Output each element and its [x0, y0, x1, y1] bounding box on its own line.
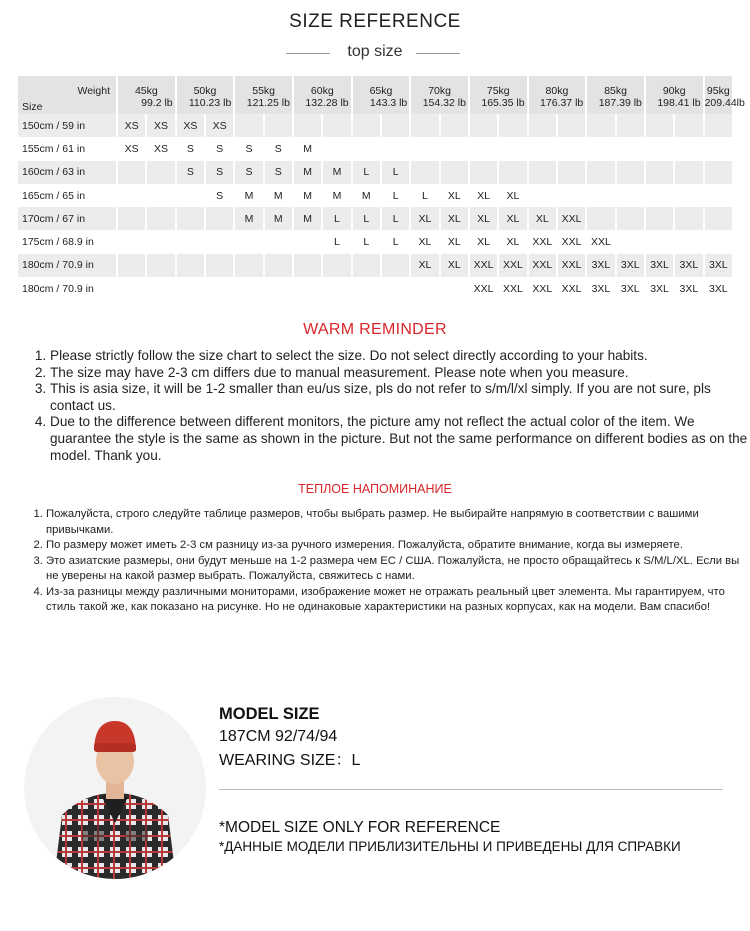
size-cell — [617, 230, 644, 253]
size-cell: XXL — [470, 254, 497, 277]
size-cell — [353, 137, 380, 160]
model-illustration-icon — [24, 697, 206, 879]
reminder-item-ru: 4. Из-за разницы между различными мониторами, изображение может не отражать реальный цвет элемента. Мы гарантируем, что стиль такой же, как показано на рисунке. Но не одинаковые характеристики на разных корпусах, как на модели. Вам спасибо! — [46, 585, 746, 616]
size-cell: XS — [177, 114, 204, 137]
size-cell: L — [382, 184, 409, 207]
size-cell — [353, 277, 380, 300]
model-note-ru: *ДАННЫЕ МОДЕЛИ ПРИБЛИЗИТЕЛЬНЫ И ПРИВЕДЕНЫ ДЛЯ СПРАВКИ — [219, 839, 681, 854]
size-cell — [235, 114, 262, 137]
size-cell: XL — [441, 207, 468, 230]
size-cell — [294, 254, 321, 277]
size-cell — [411, 161, 438, 184]
weight-lb: 110.23 lb — [188, 97, 232, 109]
size-cell: XS — [118, 114, 145, 137]
weight-kg: 90kg — [662, 85, 686, 97]
model-wearing-size: WEARING SIZE：L — [219, 752, 361, 769]
reminder-item: 4. Due to the difference between different monitors, the picture amy not reflect the actual color of the item. We guarantee the style is the same as shown in the picture. But not the same performance on different bodies as on the model. Thank you. — [50, 414, 750, 464]
size-cell: XL — [499, 230, 526, 253]
size-cell: XXL — [529, 277, 556, 300]
size-cell — [705, 114, 732, 137]
size-cell — [235, 230, 262, 253]
size-cell — [147, 230, 174, 253]
size-cell: M — [265, 184, 292, 207]
size-cell — [617, 184, 644, 207]
weight-lb: 165.35 lb — [481, 97, 525, 109]
size-cell: S — [177, 161, 204, 184]
size-cell — [206, 207, 233, 230]
size-cell — [529, 184, 556, 207]
size-cell — [265, 230, 292, 253]
size-cell: L — [353, 230, 380, 253]
size-cell — [382, 137, 409, 160]
weight-lb: 187.39 lb — [598, 97, 642, 109]
reminder-item: 2. The size may have 2-3 cm differs due to manual measurement. Please note when you measure. — [50, 365, 750, 382]
table-row — [18, 277, 732, 300]
size-cell — [705, 230, 732, 253]
model-photo — [24, 697, 206, 879]
size-cell: XS — [206, 114, 233, 137]
weight-lb: 132.28 lb — [305, 97, 349, 109]
size-cell — [294, 114, 321, 137]
weight-header — [353, 76, 410, 114]
size-cell — [177, 230, 204, 253]
reminder-item-ru: 2. По размеру может иметь 2-3 см разницу из-за ручного измерения. Пожалуйста, обратите внимание, когда вы измеряете. — [46, 538, 746, 554]
size-cell: 3XL — [705, 277, 732, 300]
weight-kg: 95kg — [706, 85, 730, 97]
subtitle-divider-right — [416, 53, 460, 54]
size-cell — [235, 277, 262, 300]
size-cell — [382, 114, 409, 137]
size-cell — [646, 161, 673, 184]
reminder-item-ru: 3. Это азиатские размеры, они будут меньше на 1-2 размера чем ЕС / США. Пожалуйста, не просто обращайтесь к S/M/L/XL. Если вы не уверены на какой размер выбрать. Пожалуйста, свяжитесь с нами. — [46, 554, 746, 585]
size-cell: M — [235, 207, 262, 230]
size-cell — [323, 137, 350, 160]
size-cell: XL — [470, 184, 497, 207]
size-cell — [177, 207, 204, 230]
size-cell: XL — [529, 207, 556, 230]
size-cell: 3XL — [705, 254, 732, 277]
size-table-header — [18, 76, 732, 114]
size-cell: 3XL — [587, 254, 614, 277]
size-cell — [617, 207, 644, 230]
size-cell: 3XL — [646, 254, 673, 277]
size-cell — [118, 277, 145, 300]
height-label: 175cm / 68.9 in — [18, 230, 116, 253]
size-cell: XL — [441, 254, 468, 277]
height-label: 150cm / 59 in — [18, 114, 116, 137]
size-cell: M — [353, 184, 380, 207]
size-cell — [470, 114, 497, 137]
size-cell: S — [177, 137, 204, 160]
subtitle-block — [0, 43, 750, 63]
size-cell: S — [206, 161, 233, 184]
size-cell — [177, 254, 204, 277]
size-cell — [558, 184, 585, 207]
size-cell — [675, 114, 702, 137]
size-cell — [529, 114, 556, 137]
size-cell: XL — [499, 184, 526, 207]
table-row — [18, 137, 732, 160]
size-cell: 3XL — [646, 277, 673, 300]
height-label: 170cm / 67 in — [18, 207, 116, 230]
size-cell — [118, 230, 145, 253]
weight-lb: 154.32 lb — [422, 97, 466, 109]
height-label: 165cm / 65 in — [18, 184, 116, 207]
size-cell: XXL — [529, 230, 556, 253]
size-cell: 3XL — [617, 277, 644, 300]
size-cell — [118, 161, 145, 184]
size-cell — [587, 207, 614, 230]
size-cell: XL — [411, 254, 438, 277]
warm-reminder-ru-list — [30, 507, 746, 616]
weight-kg: 65kg — [369, 85, 393, 97]
size-cell — [646, 207, 673, 230]
size-cell: L — [353, 207, 380, 230]
size-cell: S — [265, 137, 292, 160]
size-cell: M — [294, 207, 321, 230]
weight-header — [470, 76, 527, 114]
weight-lb: 198.41 lb — [657, 97, 701, 109]
size-cell: XXL — [499, 277, 526, 300]
size-cell: L — [411, 184, 438, 207]
size-cell — [470, 161, 497, 184]
size-cell — [147, 254, 174, 277]
size-cell — [206, 254, 233, 277]
size-cell — [382, 277, 409, 300]
size-cell — [646, 114, 673, 137]
model-measurements: 187CM 92/74/94 — [219, 728, 338, 745]
size-cell — [470, 137, 497, 160]
table-row — [18, 161, 732, 184]
size-cell — [206, 230, 233, 253]
warm-reminder-list — [31, 348, 750, 464]
size-cell — [177, 184, 204, 207]
weight-lb: 121.25 lb — [246, 97, 290, 109]
size-cell: L — [323, 230, 350, 253]
size-cell: M — [323, 184, 350, 207]
size-cell — [705, 137, 732, 160]
weight-kg: 80kg — [545, 85, 569, 97]
weight-header — [177, 76, 234, 114]
size-cell — [265, 114, 292, 137]
size-cell: M — [294, 137, 321, 160]
weight-kg: 85kg — [604, 85, 627, 97]
size-label: Size — [22, 101, 43, 113]
size-cell: XS — [118, 137, 145, 160]
size-cell — [705, 161, 732, 184]
weight-lb: 143.3 lb — [369, 97, 408, 109]
weight-kg: 50kg — [193, 85, 217, 97]
size-cell: XL — [411, 207, 438, 230]
weight-header — [118, 76, 175, 114]
size-cell: M — [265, 207, 292, 230]
size-cell — [177, 277, 204, 300]
size-cell — [705, 184, 732, 207]
size-cell — [382, 254, 409, 277]
reminder-item: 1. Please strictly follow the size chart to select the size. Do not select directly according to your habits. — [50, 348, 750, 365]
size-cell: 3XL — [675, 254, 702, 277]
size-cell: S — [206, 137, 233, 160]
subtitle: top size — [347, 43, 403, 60]
size-cell: XS — [147, 114, 174, 137]
size-cell — [118, 184, 145, 207]
size-cell: XXL — [587, 230, 614, 253]
height-label: 155cm / 61 in — [18, 137, 116, 160]
table-row — [18, 207, 732, 230]
size-cell: XXL — [470, 277, 497, 300]
size-cell — [353, 114, 380, 137]
weight-kg: 75kg — [486, 85, 510, 97]
size-cell — [206, 277, 233, 300]
size-cell: XXL — [558, 230, 585, 253]
size-cell — [675, 207, 702, 230]
size-cell: 3XL — [617, 254, 644, 277]
size-cell: XS — [147, 137, 174, 160]
weight-header — [587, 76, 644, 114]
table-row — [18, 114, 732, 137]
size-cell: XL — [411, 230, 438, 253]
size-cell — [147, 207, 174, 230]
size-cell — [617, 161, 644, 184]
size-cell — [587, 137, 614, 160]
size-cell — [147, 277, 174, 300]
size-cell: XL — [470, 230, 497, 253]
size-cell — [646, 230, 673, 253]
size-cell — [441, 114, 468, 137]
height-label: 160cm / 63 in — [18, 161, 116, 184]
page-title: SIZE REFERENCE — [289, 11, 461, 32]
weight-header — [294, 76, 351, 114]
size-cell — [323, 254, 350, 277]
table-row — [18, 254, 732, 277]
size-cell: L — [382, 161, 409, 184]
size-cell — [646, 184, 673, 207]
size-cell — [265, 254, 292, 277]
weight-kg: 45kg — [134, 85, 158, 97]
size-cell — [558, 161, 585, 184]
size-cell — [587, 184, 614, 207]
size-cell — [675, 161, 702, 184]
model-size-title: MODEL SIZE — [219, 705, 320, 723]
size-cell: S — [235, 161, 262, 184]
size-cell — [529, 161, 556, 184]
size-cell — [675, 137, 702, 160]
size-cell: 3XL — [675, 277, 702, 300]
warm-reminder-ru-title: ТЕПЛОЕ НАПОМИНАНИЕ — [298, 482, 452, 496]
size-cell — [294, 277, 321, 300]
size-cell: XL — [441, 230, 468, 253]
size-cell: M — [235, 184, 262, 207]
weight-kg: 60kg — [310, 85, 334, 97]
size-cell — [118, 254, 145, 277]
size-cell: M — [294, 161, 321, 184]
size-cell — [587, 114, 614, 137]
size-cell — [353, 254, 380, 277]
weight-header — [704, 76, 745, 114]
size-cell — [675, 230, 702, 253]
size-cell — [529, 137, 556, 160]
size-table — [16, 76, 745, 300]
size-cell: XL — [470, 207, 497, 230]
size-cell — [411, 277, 438, 300]
weight-header — [529, 76, 586, 114]
size-cell: XXL — [558, 207, 585, 230]
size-cell — [411, 114, 438, 137]
size-cell: S — [235, 137, 262, 160]
size-cell — [499, 161, 526, 184]
size-cell — [441, 161, 468, 184]
size-cell — [323, 114, 350, 137]
weight-header — [411, 76, 468, 114]
size-cell — [617, 137, 644, 160]
reminder-item: 3. This is asia size, it will be 1-2 smaller than eu/us size, pls do not refer to s/m/l/xl simply. If you are not sure, pls contact us. — [50, 381, 750, 414]
table-row — [18, 184, 732, 207]
size-cell — [265, 277, 292, 300]
height-label: 180cm / 70.9 in — [18, 254, 116, 277]
size-cell: S — [265, 161, 292, 184]
size-cell — [558, 137, 585, 160]
weight-header — [646, 76, 703, 114]
size-cell: XXL — [558, 254, 585, 277]
size-cell: XXL — [499, 254, 526, 277]
size-cell — [617, 114, 644, 137]
size-cell: M — [323, 161, 350, 184]
weight-lb: 99.2 lb — [141, 97, 173, 109]
size-cell — [323, 277, 350, 300]
size-cell — [646, 137, 673, 160]
model-divider — [219, 789, 723, 790]
size-cell: XXL — [558, 277, 585, 300]
size-cell — [441, 277, 468, 300]
size-cell — [294, 230, 321, 253]
size-cell: M — [294, 184, 321, 207]
size-cell: XL — [441, 184, 468, 207]
size-cell — [558, 114, 585, 137]
size-cell — [499, 114, 526, 137]
size-cell — [705, 207, 732, 230]
weight-lb: 209.44lb — [704, 97, 745, 109]
size-cell: L — [382, 207, 409, 230]
size-cell: L — [353, 161, 380, 184]
size-cell — [441, 137, 468, 160]
warm-reminder-title: WARM REMINDER — [303, 321, 447, 338]
size-cell — [411, 137, 438, 160]
size-cell — [675, 184, 702, 207]
weight-header — [235, 76, 292, 114]
size-cell: XXL — [529, 254, 556, 277]
height-label: 180cm / 70.9 in — [18, 277, 116, 300]
reminder-item-ru: 1. Пожалуйста, строго следуйте таблице размеров, чтобы выбрать размер. Не выбирайте напрямую в соответствии с вашими привычками. — [46, 507, 746, 538]
size-cell — [147, 184, 174, 207]
size-cell — [499, 137, 526, 160]
size-cell — [118, 207, 145, 230]
size-cell: L — [323, 207, 350, 230]
size-cell: XL — [499, 207, 526, 230]
size-cell — [147, 161, 174, 184]
model-note-en: *MODEL SIZE ONLY FOR REFERENCE — [219, 819, 501, 836]
size-cell — [587, 161, 614, 184]
size-cell: S — [206, 184, 233, 207]
table-corner — [18, 76, 116, 114]
size-cell: L — [382, 230, 409, 253]
weight-lb: 176.37 lb — [540, 97, 584, 109]
weight-kg: 70kg — [428, 85, 451, 97]
size-cell: 3XL — [587, 277, 614, 300]
table-row — [18, 230, 732, 253]
weight-label: Weight — [77, 85, 110, 97]
size-cell — [235, 254, 262, 277]
weight-kg: 55kg — [252, 85, 276, 97]
